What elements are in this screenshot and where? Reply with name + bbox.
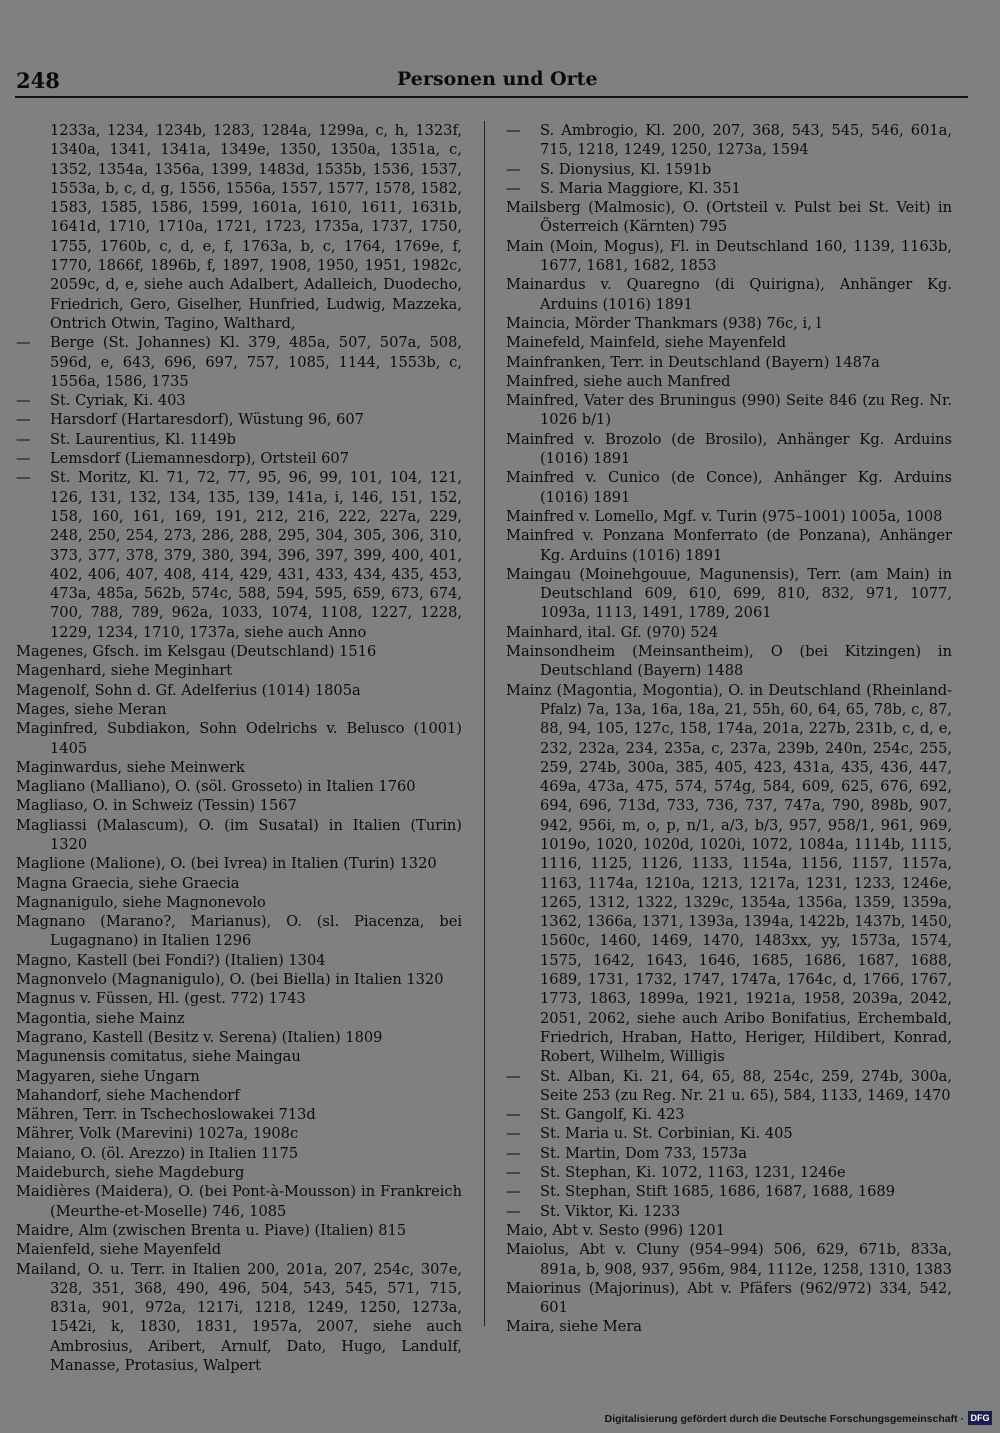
- entry-text: Mainefeld, Mainfeld, siehe Mayenfeld: [506, 334, 787, 352]
- entry-text: St. Laurentius, Kl. 1149b: [50, 430, 236, 448]
- index-entry: [506, 391, 952, 430]
- entry-text: Magrano, Kastell (Besitz v. Serena) (Italien) 1809: [16, 1028, 383, 1046]
- index-subentry: [506, 1144, 952, 1163]
- entry-text: Magliaso, O. in Schweiz (Tessin) 1567: [16, 797, 297, 815]
- index-entry: [16, 796, 462, 815]
- index-subentry: [506, 1105, 952, 1124]
- index-entry: [16, 1086, 462, 1105]
- dfg-logo: DFG: [968, 1411, 992, 1425]
- index-entry: [506, 275, 952, 314]
- index-subentry: [506, 1202, 952, 1221]
- index-entry: [16, 661, 462, 680]
- entry-text: Mainfred v. Brozolo (de Brosilo), Anhänger Kg. Arduins (1016) 1891: [506, 430, 952, 468]
- entry-text: Maidières (Maidera), O. (bei Pont-à-Mousson) in Frankreich (Meurthe-et-Moselle) 746, 1085: [16, 1183, 462, 1220]
- index-entry: [506, 681, 952, 1067]
- entry-text: Mainfred, siehe auch Manfred: [506, 372, 731, 390]
- index-entry: [506, 1317, 952, 1336]
- left-column: [16, 121, 462, 1375]
- subentry-dash: —: [506, 179, 521, 197]
- index-entry: [506, 1279, 952, 1318]
- index-entry: [506, 642, 952, 681]
- entry-text: Maginfred, Subdiakon, Sohn Odelrichs v. Belusco (1001) 1405: [16, 720, 462, 757]
- index-entry: [16, 1124, 462, 1143]
- index-entry: [506, 623, 952, 642]
- column-separator: [484, 121, 485, 1326]
- subentry-dash: —: [16, 334, 31, 352]
- entry-text: 1233a, 1234, 1234b, 1283, 1284a, 1299a, c, h, 1323f, 1340a, 1341, 1341a, 1349e, 1350, 1350a, 1351a, c, 1352, 1354a, 1356a, 1399, 1483d, 1535b, 1536, 1537, 1553a, b, c, d, g, 1556, 1556a, 1557, 1577, 1578, 1582, 1583, 1585, 1586, 1599, 1601a, 1610, 1611, 1631b, 1641d, 1710, 1710a, 1721, 1723, 1735a, 1737, 1750, 1755, 1760b, c, d, e, f, 1763a, b, c, 1764, 1769e, f, 1770, 1866f, 1896b, f, 1897, 1908, 1950, 1951, 1982c, 2059c, d, e, siehe auch Adalbert, Adalleich, Duodecho, Friedrich, Gero, Giselher, Hunfried, Ludwig, Mazzeka, Ontrich Otwin, Tagino, Walthard,: [50, 122, 462, 332]
- index-subentry: [16, 391, 462, 410]
- subentry-dash: —: [16, 411, 31, 429]
- entry-text: Magnus v. Füssen, Hl. (gest. 772) 1743: [16, 990, 306, 1008]
- entry-text: Maiano, O. (öl. Arezzo) in Italien 1175: [16, 1144, 299, 1162]
- index-entry: [16, 1182, 462, 1221]
- subentry-dash: —: [506, 160, 521, 178]
- index-subentry: [506, 1124, 952, 1143]
- index-entry: [16, 777, 462, 796]
- header-rule: [15, 96, 968, 98]
- index-entry: [16, 1105, 462, 1124]
- entry-text: Maginwardus, siehe Meinwerk: [16, 758, 245, 776]
- entry-text: S. Dionysius, Kl. 1591b: [540, 160, 712, 178]
- entry-text: Maio, Abt v. Sesto (996) 1201: [506, 1221, 725, 1239]
- index-entry: [16, 951, 462, 970]
- page-number: 248: [16, 68, 60, 93]
- entry-text: Maiolus, Abt v. Cluny (954–994) 506, 629, 671b, 833a, 891a, b, 908, 937, 956m, 984, 1112e, 1258, 1310, 1383: [506, 1241, 952, 1278]
- entry-text: Magunensis comitatus, siehe Maingau: [16, 1048, 301, 1066]
- entry-text: Magenhard, siehe Meginhart: [16, 662, 233, 680]
- entry-text: Magyaren, siehe Ungarn: [16, 1067, 200, 1085]
- entry-text: Mailsberg (Malmosic), O. (Ortsteil v. Pulst bei St. Veit) in Österreich (Kärnten) 795: [506, 199, 952, 236]
- entry-text: Mainfred v. Cunico (de Conce), Anhänger Kg. Arduins (1016) 1891: [506, 469, 952, 506]
- entry-text: Main (Moin, Mogus), Fl. in Deutschland 160, 1139, 1163b, 1677, 1681, 1682, 1853: [506, 237, 952, 275]
- entry-text: Mainfred v. Ponzana Monferrato (de Ponzana), Anhänger Kg. Arduins (1016) 1891: [506, 527, 952, 564]
- index-subentry: [506, 1163, 952, 1182]
- index-subentry: [506, 1182, 952, 1201]
- footer-credit: Digitalisierung gefördert durch die Deutsche Forschungsgemeinschaft ·: [604, 1413, 964, 1425]
- entry-text: Magna Graecia, siehe Graecia: [16, 874, 240, 892]
- index-entry: [16, 893, 462, 912]
- entry-text: Maideburch, siehe Magdeburg: [16, 1164, 245, 1182]
- subentry-dash: —: [506, 1164, 521, 1182]
- entry-text: Magliano (Malliano), O. (söl. Grosseto) in Italien 1760: [16, 778, 416, 796]
- entry-text: St. Alban, Ki. 21, 64, 65, 88, 254c, 259, 274b, 300a, Seite 253 (zu Reg. Nr. 21 u. 65), 584, 1133, 1469, 1470: [540, 1067, 952, 1104]
- entry-text: Mahandorf, siehe Machendorf: [16, 1086, 240, 1104]
- subentry-dash: —: [506, 1144, 521, 1162]
- subentry-dash: —: [16, 469, 31, 487]
- index-subentry: [506, 121, 952, 160]
- index-subentry: [16, 430, 462, 449]
- entry-text: Mainz (Magontia, Mogontia), O. in Deutschland (Rheinland-Pfalz) 7a, 13a, 16a, 18a, 21, 55h, 60, 64, 65, 78b, c, 87, 88, 94, 105, 127c, 158, 174a, 201a, 227b, 231b, c, d, e, 232, 232a, 234, 235a, c, 237a, 239b, 240n, 254c, 255, 259, 274b, 300a, 385, 405, 423, 431a, 435, 436, 447, 469a, 473a, 475, 574, 574g, 584, 609, 625, 676, 692, 694, 696, 713d, 733, 736, 737, 747a, 790, 898b, 907, 942, 956i, m, o, p, n/1, a/3, b/3, 957, 958/1, 961, 969, 1019o, 1020, 1020d, 1020i, 1072, 1084a, 1114b, 1115, 1116, 1125, 1126, 1133, 1154a, 1156, 1157, 1157a, 1163, 1174a, 1210a, 1213, 1217a, 1231, 1233, 1246e, 1265, 1312, 1322, 1329c, 1354a, 1356a, 1359, 1359a, 1362, 1366a, 1371, 1393a, 1394a, 1422b, 1437b, 1450, 1560c, 1460, 1469, 1470, 1483xx, yy, 1573a, 1574, 1575, 1642, 1643, 1646, 1685, 1686, 1687, 1688, 1689, 1731, 1732, 1747, 1747a, 1764c, d, 1766, 1767, 1773, 1863, 1899a, 1921, 1921a, 1958, 2039a, 2042, 2051, 2062, siehe auch Aribo Bonifatius, Erchembald, Friedrich, Hraban, Hatto, Heriger, Hildibert, Konrad, Robert, Wilhelm, Willigis: [506, 681, 952, 1066]
- entry-text: Magliassi (Malascum), O. (im Susatal) in Italien (Turin) 1320: [16, 816, 462, 853]
- index-subentry: [506, 179, 952, 198]
- entry-text: Magontia, siehe Mainz: [16, 1009, 185, 1027]
- entry-text: Mainfred, Vater des Bruningus (990) Seite 846 (zu Reg. Nr. 1026 b/1): [506, 392, 952, 429]
- entry-text: Mährer, Volk (Marevini) 1027a, 1908c: [16, 1125, 299, 1143]
- index-entry: [16, 989, 462, 1008]
- subentry-dash: —: [16, 430, 31, 448]
- entry-text: Maidre, Alm (zwischen Brenta u. Piave) (Italien) 815: [16, 1221, 407, 1239]
- entry-text: St. Viktor, Ki. 1233: [540, 1202, 681, 1220]
- index-subentry: [506, 1067, 952, 1106]
- index-entry: [16, 681, 462, 700]
- index-entry: [506, 333, 952, 352]
- entry-text: Magenolf, Sohn d. Gf. Adelferius (1014) 1805a: [16, 681, 361, 699]
- entry-text: St. Martin, Dom 733, 1573a: [540, 1144, 747, 1162]
- entry-text: Magnano (Marano?, Marianus), O. (sl. Piacenza, bei Lugagnano) in Italien 1296: [16, 913, 462, 950]
- subentry-dash: —: [506, 1202, 521, 1220]
- index-entry: [16, 642, 462, 661]
- entry-text: Magenes, Gfsch. im Kelsgau (Deutschland) 1516: [16, 643, 377, 661]
- entry-text: St. Maria u. St. Corbinian, Ki. 405: [540, 1125, 793, 1143]
- entry-text: Mailand, O. u. Terr. in Italien 200, 201a, 207, 254c, 307e, 328, 351, 368, 490, 496, 504, 543, 545, 571, 715, 831a, 901, 972a, 1217i, 1218, 1249, 1250, 1273a, 1542i, k, 1830, 1831, 1957a, 2007, siehe auch Ambrosius, Aribert, Arnulf, Dato, Hugo, Landulf, Manasse, Protasius, Walpert: [16, 1260, 462, 1374]
- entry-text: St. Stephan, Ki. 1072, 1163, 1231, 1246e: [540, 1164, 846, 1182]
- index-entry: [16, 1163, 462, 1182]
- entry-text: Maincia, Mörder Thankmars (938) 76c, i, l: [506, 314, 822, 332]
- index-entry: [16, 970, 462, 989]
- index-subentry: [506, 160, 952, 179]
- entry-text: Mainhard, ital. Gf. (970) 524: [506, 623, 719, 641]
- entry-text: St. Cyriak, Ki. 403: [50, 392, 186, 410]
- index-entry: [506, 237, 952, 276]
- index-entry: [506, 372, 952, 391]
- entry-text: St. Gangolf, Ki. 423: [540, 1106, 685, 1124]
- index-subentry: [16, 449, 462, 468]
- entry-text: St. Stephan, Stift 1685, 1686, 1687, 1688, 1689: [540, 1183, 896, 1201]
- entry-text: Mainsondheim (Meinsantheim), O (bei Kitzingen) in Deutschland (Bayern) 1488: [506, 643, 952, 680]
- index-entry: [506, 1240, 952, 1279]
- subentry-dash: —: [506, 1125, 521, 1143]
- index-entry: [16, 1144, 462, 1163]
- running-head: Personen und Orte: [397, 68, 598, 90]
- entry-text: Maira, siehe Mera: [506, 1318, 642, 1336]
- index-subentry: [16, 468, 462, 642]
- index-entry: [16, 1240, 462, 1259]
- index-entry: [506, 198, 952, 237]
- entry-text: Mages, siehe Meran: [16, 700, 167, 718]
- index-entry: [16, 912, 462, 951]
- entry-text: Mainfred v. Lomello, Mgf. v. Turin (975–1001) 1005a, 1008: [506, 507, 943, 525]
- entry-text: S. Ambrogio, Kl. 200, 207, 368, 543, 545, 546, 601a, 715, 1218, 1249, 1250, 1273a, 1594: [540, 122, 952, 159]
- index-entry: [16, 1028, 462, 1047]
- index-entry: [506, 353, 952, 372]
- entry-text: Magno, Kastell (bei Fondi?) (Italien) 1304: [16, 951, 326, 969]
- index-entry: [506, 430, 952, 469]
- subentry-dash: —: [506, 1067, 521, 1085]
- index-entry: [506, 565, 952, 623]
- subentry-dash: —: [506, 1106, 521, 1124]
- index-entry: [506, 1221, 952, 1240]
- index-entry: [16, 1009, 462, 1028]
- subentry-dash: —: [506, 1183, 521, 1201]
- index-entry: [16, 1047, 462, 1066]
- entry-text: St. Moritz, Kl. 71, 72, 77, 95, 96, 99, 101, 104, 121, 126, 131, 132, 134, 135, 139, 141a, i, 146, 151, 152, 158, 160, 161, 169, 191, 212, 216, 222, 227a, 229, 248, 250, 254, 273, 286, 288, 295, 304, 305, 306, 310, 373, 377, 378, 379, 380, 394, 396, 397, 399, 400, 401, 402, 406, 407, 408, 414, 429, 431, 433, 434, 435, 453, 473a, 485a, 562b, 574c, 588, 594, 595, 659, 673, 674, 700, 788, 789, 962a, 1033, 1074, 1108, 1227, 1228, 1229, 1234, 1710, 1737a, siehe auch Anno: [50, 469, 462, 641]
- index-entry: [16, 1067, 462, 1086]
- entry-text: Magnonvelo (Magnanigulo), O. (bei Biella) in Italien 1320: [16, 971, 444, 989]
- entry-text: S. Maria Maggiore, Kl. 351: [540, 179, 741, 197]
- entry-text: Maglione (Malione), O. (bei Ivrea) in Italien (Turin) 1320: [16, 855, 437, 873]
- index-subentry: [16, 410, 462, 429]
- index-entry: [506, 314, 952, 333]
- subentry-dash: —: [16, 392, 31, 410]
- index-entry: [16, 700, 462, 719]
- entry-text: Maiorinus (Majorinus), Abt v. Pfäfers (962/972) 334, 542, 601: [506, 1279, 952, 1317]
- entry-text: Lemsdorf (Liemannesdorp), Ortsteil 607: [50, 450, 349, 468]
- subentry-dash: —: [16, 450, 31, 468]
- index-subentry: [16, 333, 462, 391]
- index-entry-continuation: [16, 121, 462, 333]
- entry-text: Berge (St. Johannes) Kl. 379, 485a, 507, 507a, 508, 596d, e, 643, 696, 697, 757, 1085, 1144, 1553b, c, 1556a, 1586, 1735: [50, 334, 462, 390]
- index-entry: [16, 758, 462, 777]
- entry-text: Maingau (Moinehgouue, Magunensis), Terr. (am Main) in Deutschland 609, 610, 699, 810, 832, 971, 1077, 1093a, 1113, 1491, 1789, 2061: [506, 565, 952, 622]
- entry-text: Mainardus v. Quaregno (di Quirigna), Anhänger Kg. Arduins (1016) 1891: [506, 276, 952, 313]
- index-entry: [16, 719, 462, 758]
- entry-text: Magnanigulo, siehe Magnonevolo: [16, 893, 266, 911]
- index-entry: [16, 1260, 462, 1376]
- index-entry: [506, 526, 952, 565]
- entry-text: Harsdorf (Hartaresdorf), Wüstung 96, 607: [50, 411, 364, 429]
- index-entry: [16, 816, 462, 855]
- index-entry: [16, 874, 462, 893]
- index-entry: [16, 1221, 462, 1240]
- index-entry: [16, 854, 462, 873]
- entry-text: Maienfeld, siehe Mayenfeld: [16, 1241, 222, 1259]
- index-entry: [506, 468, 952, 507]
- entry-text: Mähren, Terr. in Tschechoslowakei 713d: [16, 1106, 316, 1124]
- entry-text: Mainfranken, Terr. in Deutschland (Bayern) 1487a: [506, 353, 880, 371]
- index-entry: [506, 507, 952, 526]
- right-column: [506, 121, 952, 1337]
- subentry-dash: —: [506, 122, 521, 139]
